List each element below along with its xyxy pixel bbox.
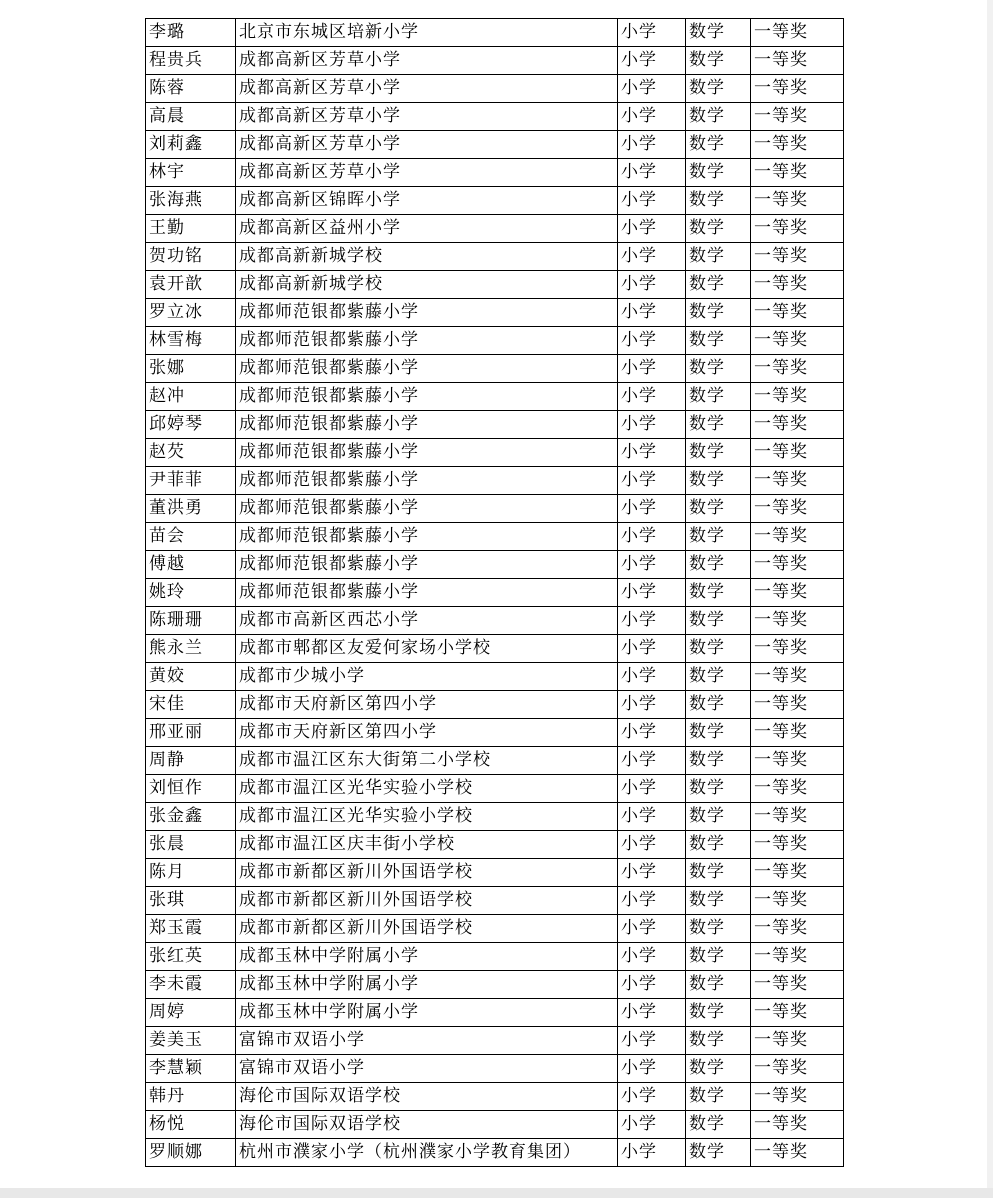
subject-cell: 数学	[686, 327, 751, 355]
subject-cell: 数学	[686, 299, 751, 327]
name-cell: 韩丹	[146, 1083, 236, 1111]
table-row	[146, 495, 844, 523]
name-cell: 苗会	[146, 523, 236, 551]
school-cell: 成都高新区芳草小学	[236, 159, 618, 187]
school-cell: 成都市新都区新川外国语学校	[236, 887, 618, 915]
award-cell: 一等奖	[751, 243, 844, 271]
table-row	[146, 215, 844, 243]
school-cell: 成都市郫都区友爱何家场小学校	[236, 635, 618, 663]
table-row	[146, 607, 844, 635]
subject-cell: 数学	[686, 47, 751, 75]
name-cell: 郑玉霞	[146, 915, 236, 943]
school-cell: 成都师范银都紫藤小学	[236, 467, 618, 495]
subject-cell: 数学	[686, 159, 751, 187]
level-cell: 小学	[618, 831, 686, 859]
school-cell: 成都师范银都紫藤小学	[236, 579, 618, 607]
table-row	[146, 1111, 844, 1139]
level-cell: 小学	[618, 607, 686, 635]
level-cell: 小学	[618, 635, 686, 663]
subject-cell: 数学	[686, 635, 751, 663]
level-cell: 小学	[618, 971, 686, 999]
school-cell: 成都市温江区光华实验小学校	[236, 775, 618, 803]
level-cell: 小学	[618, 915, 686, 943]
name-cell: 邱婷琴	[146, 411, 236, 439]
award-table	[145, 18, 844, 1167]
award-cell: 一等奖	[751, 1139, 844, 1167]
school-cell: 海伦市国际双语学校	[236, 1083, 618, 1111]
subject-cell: 数学	[686, 915, 751, 943]
subject-cell: 数学	[686, 131, 751, 159]
name-cell: 陈珊珊	[146, 607, 236, 635]
name-cell: 赵芡	[146, 439, 236, 467]
award-cell: 一等奖	[751, 859, 844, 887]
name-cell: 周婷	[146, 999, 236, 1027]
school-cell: 成都玉林中学附属小学	[236, 971, 618, 999]
name-cell: 张红英	[146, 943, 236, 971]
award-cell: 一等奖	[751, 635, 844, 663]
award-cell: 一等奖	[751, 1027, 844, 1055]
school-cell: 成都师范银都紫藤小学	[236, 411, 618, 439]
table-row	[146, 271, 844, 299]
table-row	[146, 411, 844, 439]
school-cell: 成都师范银都紫藤小学	[236, 299, 618, 327]
level-cell: 小学	[618, 803, 686, 831]
school-cell: 成都市天府新区第四小学	[236, 691, 618, 719]
award-cell: 一等奖	[751, 75, 844, 103]
subject-cell: 数学	[686, 607, 751, 635]
award-cell: 一等奖	[751, 691, 844, 719]
table-row	[146, 747, 844, 775]
subject-cell: 数学	[686, 271, 751, 299]
subject-cell: 数学	[686, 1055, 751, 1083]
subject-cell: 数学	[686, 439, 751, 467]
level-cell: 小学	[618, 1111, 686, 1139]
level-cell: 小学	[618, 775, 686, 803]
name-cell: 黄姣	[146, 663, 236, 691]
award-cell: 一等奖	[751, 19, 844, 47]
level-cell: 小学	[618, 411, 686, 439]
table-row	[146, 1139, 844, 1167]
award-cell: 一等奖	[751, 1083, 844, 1111]
name-cell: 林雪梅	[146, 327, 236, 355]
level-cell: 小学	[618, 1027, 686, 1055]
level-cell: 小学	[618, 719, 686, 747]
table-row	[146, 663, 844, 691]
subject-cell: 数学	[686, 887, 751, 915]
award-cell: 一等奖	[751, 775, 844, 803]
subject-cell: 数学	[686, 243, 751, 271]
name-cell: 张海燕	[146, 187, 236, 215]
table-row	[146, 383, 844, 411]
table-row	[146, 831, 844, 859]
table-row	[146, 943, 844, 971]
school-cell: 成都高新区芳草小学	[236, 47, 618, 75]
table-row	[146, 999, 844, 1027]
subject-cell: 数学	[686, 999, 751, 1027]
name-cell: 周静	[146, 747, 236, 775]
name-cell: 宋佳	[146, 691, 236, 719]
subject-cell: 数学	[686, 411, 751, 439]
school-cell: 成都市新都区新川外国语学校	[236, 859, 618, 887]
school-cell: 成都市少城小学	[236, 663, 618, 691]
level-cell: 小学	[618, 467, 686, 495]
school-cell: 成都高新区益州小学	[236, 215, 618, 243]
level-cell: 小学	[618, 355, 686, 383]
name-cell: 赵冲	[146, 383, 236, 411]
level-cell: 小学	[618, 859, 686, 887]
name-cell: 傅越	[146, 551, 236, 579]
level-cell: 小学	[618, 1139, 686, 1167]
subject-cell: 数学	[686, 523, 751, 551]
table-row	[146, 299, 844, 327]
award-cell: 一等奖	[751, 831, 844, 859]
school-cell: 成都师范银都紫藤小学	[236, 355, 618, 383]
school-cell: 成都师范银都紫藤小学	[236, 523, 618, 551]
level-cell: 小学	[618, 19, 686, 47]
award-cell: 一等奖	[751, 439, 844, 467]
subject-cell: 数学	[686, 551, 751, 579]
level-cell: 小学	[618, 691, 686, 719]
award-cell: 一等奖	[751, 915, 844, 943]
table-row	[146, 1027, 844, 1055]
page-edge-right	[987, 0, 993, 1188]
subject-cell: 数学	[686, 943, 751, 971]
name-cell: 张娜	[146, 355, 236, 383]
school-cell: 成都师范银都紫藤小学	[236, 439, 618, 467]
level-cell: 小学	[618, 523, 686, 551]
table-row	[146, 551, 844, 579]
level-cell: 小学	[618, 663, 686, 691]
name-cell: 熊永兰	[146, 635, 236, 663]
subject-cell: 数学	[686, 75, 751, 103]
table-row	[146, 579, 844, 607]
school-cell: 成都高新区锦晖小学	[236, 187, 618, 215]
award-cell: 一等奖	[751, 299, 844, 327]
subject-cell: 数学	[686, 1111, 751, 1139]
subject-cell: 数学	[686, 775, 751, 803]
award-cell: 一等奖	[751, 271, 844, 299]
level-cell: 小学	[618, 1055, 686, 1083]
level-cell: 小学	[618, 943, 686, 971]
school-cell: 成都市温江区庆丰街小学校	[236, 831, 618, 859]
award-cell: 一等奖	[751, 355, 844, 383]
level-cell: 小学	[618, 47, 686, 75]
school-cell: 成都高新区芳草小学	[236, 75, 618, 103]
award-cell: 一等奖	[751, 159, 844, 187]
name-cell: 李慧颖	[146, 1055, 236, 1083]
name-cell: 王勤	[146, 215, 236, 243]
award-cell: 一等奖	[751, 607, 844, 635]
level-cell: 小学	[618, 187, 686, 215]
award-table-body	[146, 19, 844, 1167]
subject-cell: 数学	[686, 579, 751, 607]
award-cell: 一等奖	[751, 579, 844, 607]
subject-cell: 数学	[686, 19, 751, 47]
level-cell: 小学	[618, 159, 686, 187]
school-cell: 成都高新新城学校	[236, 243, 618, 271]
name-cell: 姚玲	[146, 579, 236, 607]
table-row	[146, 691, 844, 719]
school-cell: 成都师范银都紫藤小学	[236, 383, 618, 411]
subject-cell: 数学	[686, 1027, 751, 1055]
table-row	[146, 439, 844, 467]
level-cell: 小学	[618, 439, 686, 467]
subject-cell: 数学	[686, 859, 751, 887]
name-cell: 罗立冰	[146, 299, 236, 327]
level-cell: 小学	[618, 271, 686, 299]
name-cell: 刘莉鑫	[146, 131, 236, 159]
name-cell: 张琪	[146, 887, 236, 915]
award-cell: 一等奖	[751, 887, 844, 915]
school-cell: 成都市新都区新川外国语学校	[236, 915, 618, 943]
table-row	[146, 775, 844, 803]
school-cell: 北京市东城区培新小学	[236, 19, 618, 47]
subject-cell: 数学	[686, 383, 751, 411]
award-cell: 一等奖	[751, 999, 844, 1027]
subject-cell: 数学	[686, 187, 751, 215]
table-row	[146, 467, 844, 495]
subject-cell: 数学	[686, 103, 751, 131]
name-cell: 尹菲菲	[146, 467, 236, 495]
subject-cell: 数学	[686, 831, 751, 859]
table-row	[146, 243, 844, 271]
award-cell: 一等奖	[751, 383, 844, 411]
school-cell: 成都师范银都紫藤小学	[236, 327, 618, 355]
subject-cell: 数学	[686, 971, 751, 999]
school-cell: 成都市天府新区第四小学	[236, 719, 618, 747]
name-cell: 程贵兵	[146, 47, 236, 75]
award-cell: 一等奖	[751, 495, 844, 523]
school-cell: 杭州市濮家小学（杭州濮家小学教育集团）	[236, 1139, 618, 1167]
level-cell: 小学	[618, 75, 686, 103]
name-cell: 贺功铭	[146, 243, 236, 271]
level-cell: 小学	[618, 131, 686, 159]
award-cell: 一等奖	[751, 747, 844, 775]
level-cell: 小学	[618, 243, 686, 271]
award-cell: 一等奖	[751, 215, 844, 243]
school-cell: 成都玉林中学附属小学	[236, 999, 618, 1027]
level-cell: 小学	[618, 299, 686, 327]
page-edge-bottom	[0, 1188, 993, 1198]
level-cell: 小学	[618, 551, 686, 579]
subject-cell: 数学	[686, 1083, 751, 1111]
table-row	[146, 327, 844, 355]
name-cell: 张晨	[146, 831, 236, 859]
level-cell: 小学	[618, 1083, 686, 1111]
school-cell: 成都师范银都紫藤小学	[236, 551, 618, 579]
level-cell: 小学	[618, 103, 686, 131]
name-cell: 刘恒作	[146, 775, 236, 803]
school-cell: 海伦市国际双语学校	[236, 1111, 618, 1139]
subject-cell: 数学	[686, 495, 751, 523]
subject-cell: 数学	[686, 355, 751, 383]
school-cell: 富锦市双语小学	[236, 1027, 618, 1055]
level-cell: 小学	[618, 887, 686, 915]
table-row	[146, 75, 844, 103]
table-row	[146, 887, 844, 915]
award-cell: 一等奖	[751, 803, 844, 831]
table-row	[146, 1083, 844, 1111]
level-cell: 小学	[618, 579, 686, 607]
table-row	[146, 19, 844, 47]
table-row	[146, 803, 844, 831]
award-cell: 一等奖	[751, 187, 844, 215]
table-row	[146, 859, 844, 887]
school-cell: 成都师范银都紫藤小学	[236, 495, 618, 523]
table-row	[146, 159, 844, 187]
subject-cell: 数学	[686, 663, 751, 691]
level-cell: 小学	[618, 215, 686, 243]
table-row	[146, 971, 844, 999]
award-cell: 一等奖	[751, 47, 844, 75]
table-row	[146, 915, 844, 943]
award-cell: 一等奖	[751, 467, 844, 495]
name-cell: 林宇	[146, 159, 236, 187]
table-row	[146, 103, 844, 131]
subject-cell: 数学	[686, 1139, 751, 1167]
level-cell: 小学	[618, 383, 686, 411]
name-cell: 董洪勇	[146, 495, 236, 523]
award-cell: 一等奖	[751, 943, 844, 971]
subject-cell: 数学	[686, 719, 751, 747]
school-cell: 成都高新区芳草小学	[236, 131, 618, 159]
name-cell: 李璐	[146, 19, 236, 47]
name-cell: 张金鑫	[146, 803, 236, 831]
award-cell: 一等奖	[751, 1055, 844, 1083]
name-cell: 高晨	[146, 103, 236, 131]
level-cell: 小学	[618, 747, 686, 775]
name-cell: 陈月	[146, 859, 236, 887]
award-cell: 一等奖	[751, 971, 844, 999]
name-cell: 李未霞	[146, 971, 236, 999]
school-cell: 成都高新新城学校	[236, 271, 618, 299]
award-cell: 一等奖	[751, 327, 844, 355]
name-cell: 罗顺娜	[146, 1139, 236, 1167]
table-row	[146, 355, 844, 383]
award-cell: 一等奖	[751, 719, 844, 747]
table-row	[146, 635, 844, 663]
subject-cell: 数学	[686, 803, 751, 831]
level-cell: 小学	[618, 327, 686, 355]
table-row	[146, 187, 844, 215]
name-cell: 袁开歆	[146, 271, 236, 299]
school-cell: 成都市温江区东大街第二小学校	[236, 747, 618, 775]
school-cell: 成都市高新区西芯小学	[236, 607, 618, 635]
name-cell: 杨悦	[146, 1111, 236, 1139]
table-row	[146, 47, 844, 75]
table-row	[146, 1055, 844, 1083]
award-cell: 一等奖	[751, 1111, 844, 1139]
table-row	[146, 523, 844, 551]
award-cell: 一等奖	[751, 103, 844, 131]
subject-cell: 数学	[686, 747, 751, 775]
subject-cell: 数学	[686, 467, 751, 495]
level-cell: 小学	[618, 495, 686, 523]
name-cell: 陈蓉	[146, 75, 236, 103]
award-cell: 一等奖	[751, 663, 844, 691]
school-cell: 富锦市双语小学	[236, 1055, 618, 1083]
award-cell: 一等奖	[751, 131, 844, 159]
table-row	[146, 719, 844, 747]
name-cell: 邢亚丽	[146, 719, 236, 747]
award-cell: 一等奖	[751, 551, 844, 579]
award-cell: 一等奖	[751, 523, 844, 551]
name-cell: 姜美玉	[146, 1027, 236, 1055]
level-cell: 小学	[618, 999, 686, 1027]
award-cell: 一等奖	[751, 411, 844, 439]
table-row	[146, 131, 844, 159]
school-cell: 成都玉林中学附属小学	[236, 943, 618, 971]
school-cell: 成都市温江区光华实验小学校	[236, 803, 618, 831]
subject-cell: 数学	[686, 691, 751, 719]
school-cell: 成都高新区芳草小学	[236, 103, 618, 131]
subject-cell: 数学	[686, 215, 751, 243]
